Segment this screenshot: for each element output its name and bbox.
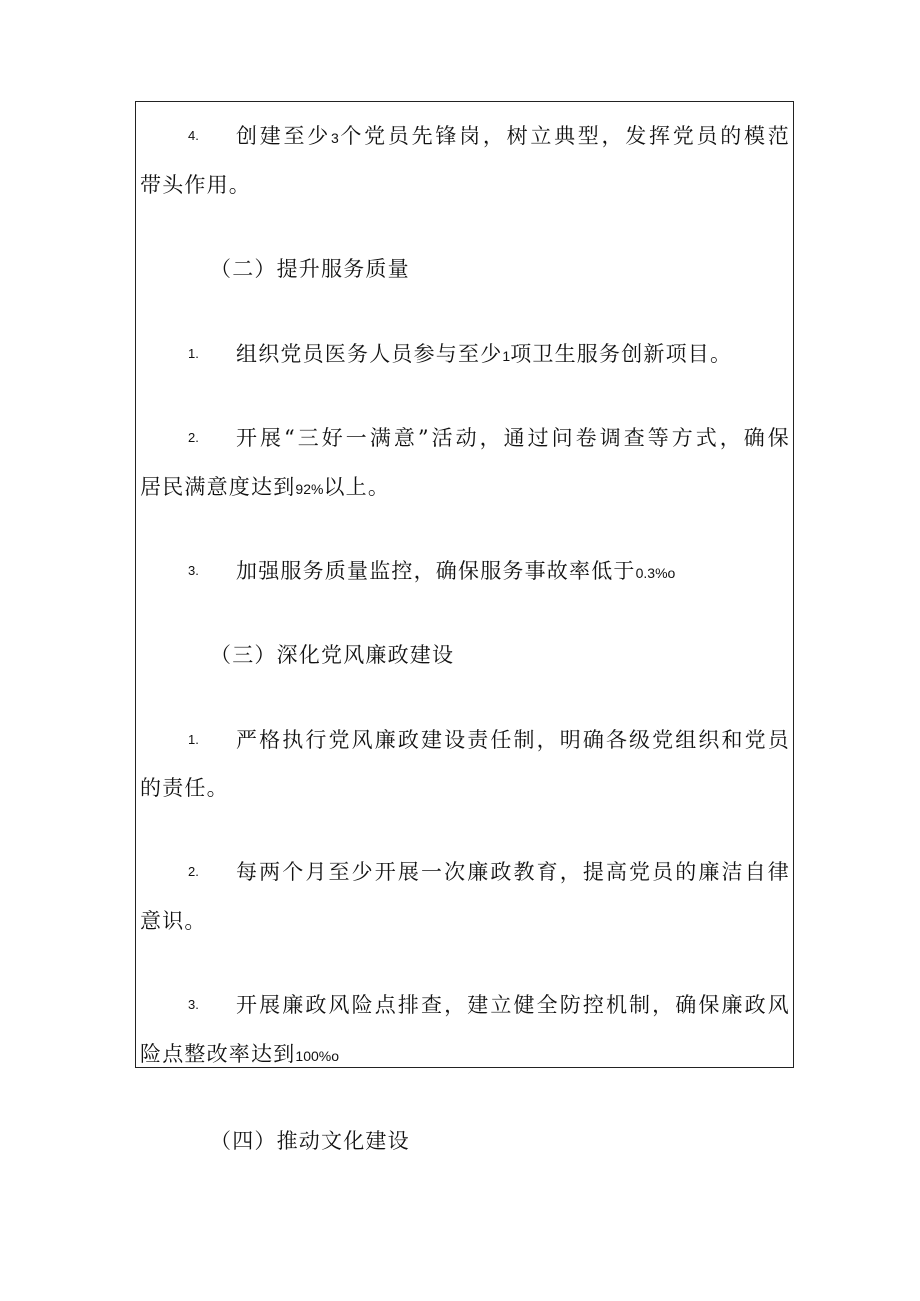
item-number: 1. (188, 346, 199, 361)
paragraph-line: 开展“三好一满意”活动，通过问卷调查等方式，确保 (236, 426, 790, 450)
item-number: 4. (188, 128, 199, 143)
paragraph-line: 带头作用。 (140, 173, 251, 197)
section-heading: （二）提升服务质量 (210, 257, 410, 281)
paragraph-line: 严格执行党风廉政建设责任制，明确各级党组织和党员 (236, 728, 790, 752)
paragraph-line: 每两个月至少开展一次廉政教育，提高党员的廉洁自律 (236, 860, 790, 884)
paragraph-line: 组织党员医务人员参与至少1项卫生服务创新项目。 (236, 342, 733, 366)
item-number: 2. (188, 430, 199, 445)
paragraph-line: 加强服务质量监控，确保服务事故率低于0.3%o (236, 559, 676, 583)
item-number: 2. (188, 864, 199, 879)
section-heading: （三）深化党风廉政建设 (210, 643, 455, 667)
paragraph-line: 的责任。 (140, 776, 229, 800)
paragraph-line: 意识。 (140, 909, 207, 933)
item-number: 1. (188, 732, 199, 747)
section-heading: （四）推动文化建设 (210, 1129, 410, 1153)
item-number: 3. (188, 997, 199, 1012)
paragraph-line: 险点整改率达到100%o (140, 1042, 339, 1066)
paragraph-line: 创建至少3个党员先锋岗，树立典型，发挥党员的模范 (236, 124, 790, 148)
item-number: 3. (188, 563, 199, 578)
paragraph-line: 居民满意度达到92%以上。 (140, 475, 391, 499)
paragraph-line: 开展廉政风险点排查，建立健全防控机制，确保廉政风 (236, 993, 790, 1017)
